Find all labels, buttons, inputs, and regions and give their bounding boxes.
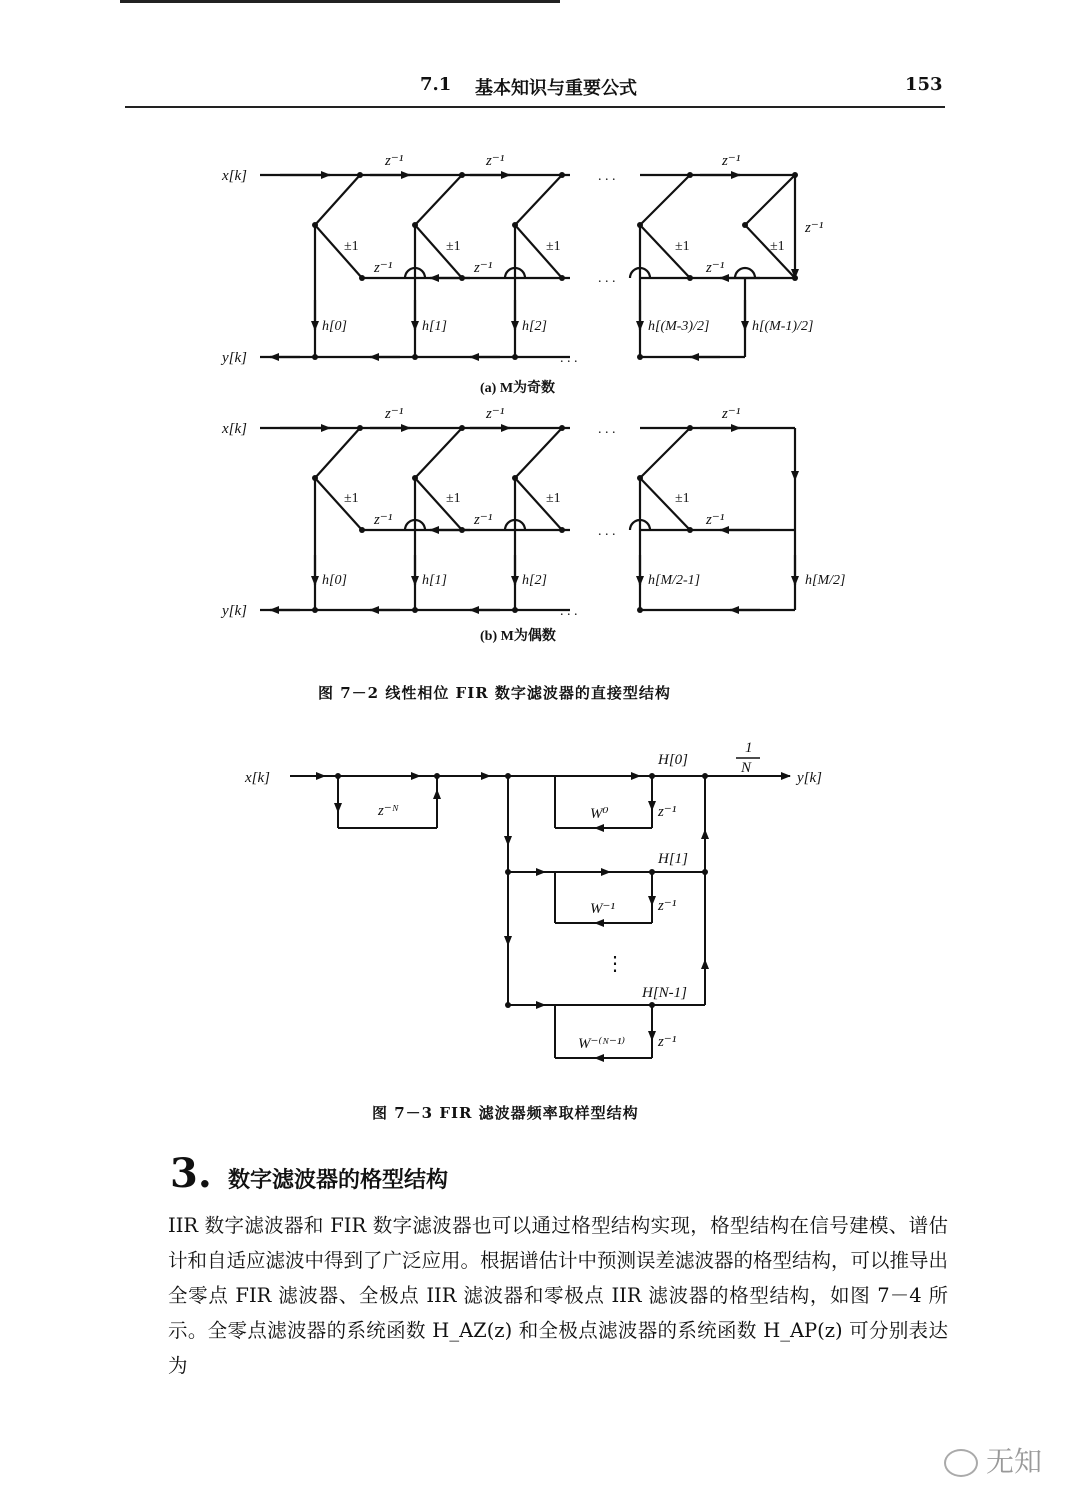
a-pm-label: ±1: [546, 239, 561, 254]
comb-delay-label: z⁻ᴺ: [378, 803, 399, 819]
b-delay-label: z⁻¹: [486, 406, 505, 422]
chat-bubble-icon: [944, 1449, 978, 1477]
b-tap-label-frac: h[M/2-1]: [648, 573, 701, 588]
branch-delay: z⁻¹: [658, 898, 677, 914]
a-delay-label: z⁻¹: [805, 220, 824, 236]
a-tap-label: h[2]: [522, 319, 547, 334]
figure-7-2-caption: 图 7－2 线性相位 FIR 数字滤波器的直接型结构: [318, 684, 671, 702]
b-ellipsis: . . .: [598, 422, 616, 437]
a-delay-label: z⁻¹: [486, 153, 505, 169]
figure-7-3-caption: 图 7－3 FIR 滤波器频率取样型结构: [372, 1104, 639, 1122]
a-ellipsis: . . .: [560, 351, 578, 366]
gain-numerator: 1: [745, 740, 753, 756]
branch-delay: z⁻¹: [658, 804, 677, 820]
b-tap-label: h[1]: [422, 573, 447, 588]
diagram-b-nodes: [312, 425, 693, 613]
b-delay-label: z⁻¹: [722, 406, 741, 422]
freq-input-label: x[k]: [245, 770, 270, 786]
b-delay-label: z⁻¹: [385, 406, 404, 422]
branch-delay: z⁻¹: [658, 1034, 677, 1050]
section-title: 数字滤波器的格型结构: [228, 1167, 449, 1193]
body-paragraph: IIR 数字滤波器和 FIR 数字滤波器也可以通过格型结构实现，格型结构在信号建模、谱估计和自适应滤波中得到了广泛应用。根据谱估计中预测误差滤波器的格型结构，可以推导出全零点 FIR 滤波器、全极点 IIR 滤波器和零极点 IIR 滤波器的格型结构，如图 7－4 所示。全零点滤波器的系统函数 H_AZ(z) 和全极点滤波器的系统函数 H_AP(z) 可分别表达为: [168, 1214, 949, 1377]
b-pm-label: ±1: [344, 491, 359, 506]
b-delay-label: z⁻¹: [474, 512, 493, 528]
freq-output-label: y[k]: [797, 770, 822, 786]
b-ellipsis: . . .: [560, 604, 578, 619]
watermark: [944, 1440, 1042, 1480]
a-delay-label: z⁻¹: [374, 260, 393, 276]
running-head-title: 基本知识与重要公式: [475, 78, 637, 99]
b-tap-label-frac: h[M/2]: [805, 573, 846, 588]
a-tap-label: h[0]: [322, 319, 347, 334]
section-number: 3.: [170, 1150, 212, 1197]
a-ellipsis: . . .: [598, 169, 616, 184]
a-pm-label: ±1: [770, 239, 785, 254]
b-tap-label: h[2]: [522, 573, 547, 588]
a-tap-label-frac: h[(M-3)/2]: [648, 319, 710, 334]
a-pm-label: ±1: [344, 239, 359, 254]
page-number: 153: [905, 74, 943, 95]
a-ellipsis: . . .: [598, 271, 616, 286]
running-head-section: 7.1: [420, 74, 452, 95]
twiddle-label: W⁻¹: [590, 901, 615, 917]
figure-7-2: [0, 0, 1080, 720]
b-tap-label: h[0]: [322, 573, 347, 588]
b-sublabel: (b) M为偶数: [480, 629, 556, 644]
twiddle-label: W⁻⁽ᴺ⁻¹⁾: [578, 1036, 626, 1052]
a-delay-label: z⁻¹: [722, 153, 741, 169]
watermark-text: 无知: [985, 1445, 1042, 1478]
a-delay-label: z⁻¹: [706, 260, 725, 276]
branch-coef: H[N-1]: [642, 985, 688, 1001]
figure-7-3: [0, 720, 1080, 1100]
b-pm-label: ±1: [446, 491, 461, 506]
a-tap-label: h[1]: [422, 319, 447, 334]
a-delay-label: z⁻¹: [385, 153, 404, 169]
body-paragraph-block: [168, 1208, 948, 1383]
a-input-label: x[k]: [222, 168, 247, 184]
b-pm-label: ±1: [546, 491, 561, 506]
b-pm-label: ±1: [675, 491, 690, 506]
b-output-label: y[k]: [222, 603, 247, 619]
b-delay-label: z⁻¹: [374, 512, 393, 528]
twiddle-label: W⁰: [590, 806, 609, 822]
branch-coef: H[1]: [658, 851, 689, 867]
a-output-label: y[k]: [222, 350, 247, 366]
a-sublabel: (a) M为奇数: [480, 381, 556, 396]
b-ellipsis: . . .: [598, 524, 616, 539]
a-pm-label: ±1: [446, 239, 461, 254]
b-input-label: x[k]: [222, 421, 247, 437]
b-delay-label: z⁻¹: [706, 512, 725, 528]
a-pm-label: ±1: [675, 239, 690, 254]
branch-coef: H[0]: [658, 752, 689, 768]
a-tap-label-frac: h[(M-1)/2]: [752, 319, 814, 334]
vdots: ⋮: [605, 953, 625, 975]
gain-denominator: N: [741, 760, 752, 776]
a-delay-label: z⁻¹: [474, 260, 493, 276]
